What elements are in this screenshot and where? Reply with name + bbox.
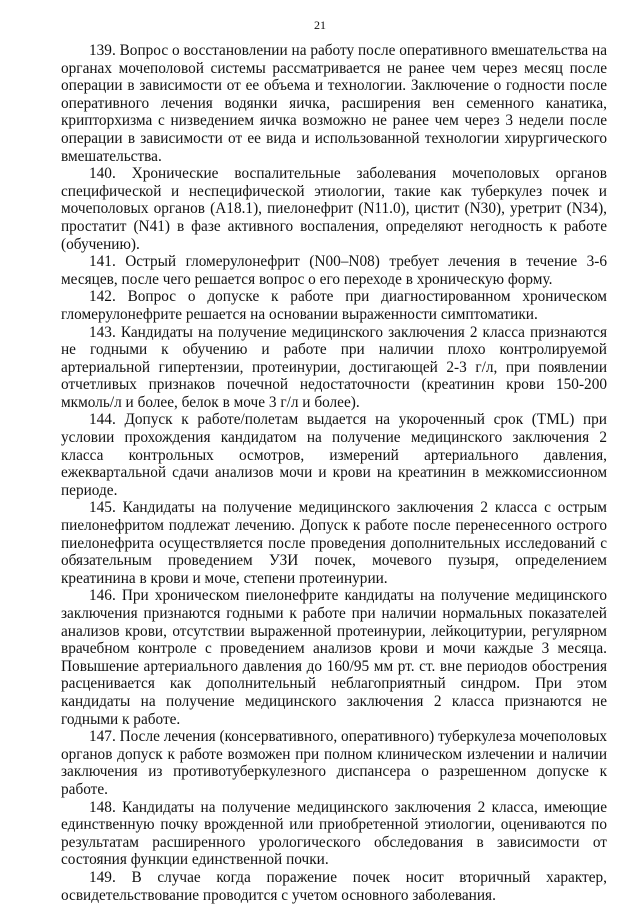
paragraph-143: 143. Кандидаты на получение медицинского заключения 2 класса признаются не годными к обучению и работе при наличии плохо контролируемой артериальной гипертензии, протеинурии, достигающей 2-3 г/л, при появлении отчетливых признаков почечной недостаточности (креатинин крови 150-200 мкмоль/л и более, белок в моче 3 г/л и более). [61,323,607,411]
paragraph-141: 141. Острый гломерулонефрит (N00–N08) требует лечения в течение 3-6 месяцев, после чего решается вопрос о его переходе в хроническую форму. [61,253,607,288]
paragraph-145: 145. Кандидаты на получение медицинского заключения 2 класса с острым пиелонефритом подлежат лечению. Допуск к работе после перенесенного острого пиелонефрита осуществляется после проведения дополнительных исследований с обязательным проведением УЗИ почек, мочевого пузыря, определением креатинина в крови и моче, степени протеинурии. [61,499,607,587]
paragraph-147: 147. После лечения (консервативного, оперативного) туберкулеза мочеполовых органов допуск к работе возможен при полном клиническом излечении и наличии заключения из противотуберкулезного диспансера о разрешенном допуске к работе. [61,728,607,798]
document-body [61,42,607,904]
paragraph-142: 142. Вопрос о допуске к работе при диагностированном хроническом гломерулонефрите решается на основании выраженности симптоматики. [61,288,607,323]
paragraph-139: 139. Вопрос о восстановлении на работу после оперативного вмешательства на органах мочеполовой системы рассматривается не ранее чем через месяц после операции в зависимости от ее объема и технологии. Заключение о годности после оперативного лечения водянки яичка, расширения вен семенного канатика, крипторхизма с низведением яичка возможно не ранее чем через 3 недели после операции в зависимости от ее вида и использованной технологии хирургического вмешательства. [61,42,607,165]
paragraph-144: 144. Допуск к работе/полетам выдается на укороченный срок (TML) при условии прохождения кандидатом на получение медицинского заключения 2 класса контрольных осмотров, измерений артериального давления, ежеквартальной сдачи анализов мочи и крови на креатинин в межкомиссионном периоде. [61,411,607,499]
paragraph-149: 149. В случае когда поражение почек носит вторичный характер, освидетельствование проводится с учетом основного заболевания. [61,868,607,904]
paragraph-146: 146. При хроническом пиелонефрите кандидаты на получение медицинского заключения признаются годными к работе при наличии нормальных показателей анализов крови, отсутствии выраженной протеинурии, лейкоцитурии, регулярном врачебном контроле с проведением анализов крови и мочи каждые 3 месяца. Повышение артериального давления до 160/95 мм рт. ст. вне периодов обострения расценивается как дополнительный неблагоприятный синдром. При этом кандидаты на получение медицинского заключения 2 класса признаются не годными к работе. [61,587,607,728]
page-number: 21 [314,18,326,32]
paragraph-148: 148. Кандидаты на получение медицинского заключения 2 класса, имеющие единственную почку врожденной или приобретенной этиологии, оцениваются по результатам расширенного урологического обследования в зависимости от состояния функции единственной почки. [61,798,607,869]
paragraph-140: 140. Хронические воспалительные заболевания мочеполовых органов специфической и неспецифической этиологии, такие как туберкулез почек и мочеполовых органов (A18.1), пиелонефрит (N11.0), цистит (N30), уретрит (N34), простатит (N41) в фазе активного воспаления, определяют негодность к работе (обучению). [61,165,607,253]
